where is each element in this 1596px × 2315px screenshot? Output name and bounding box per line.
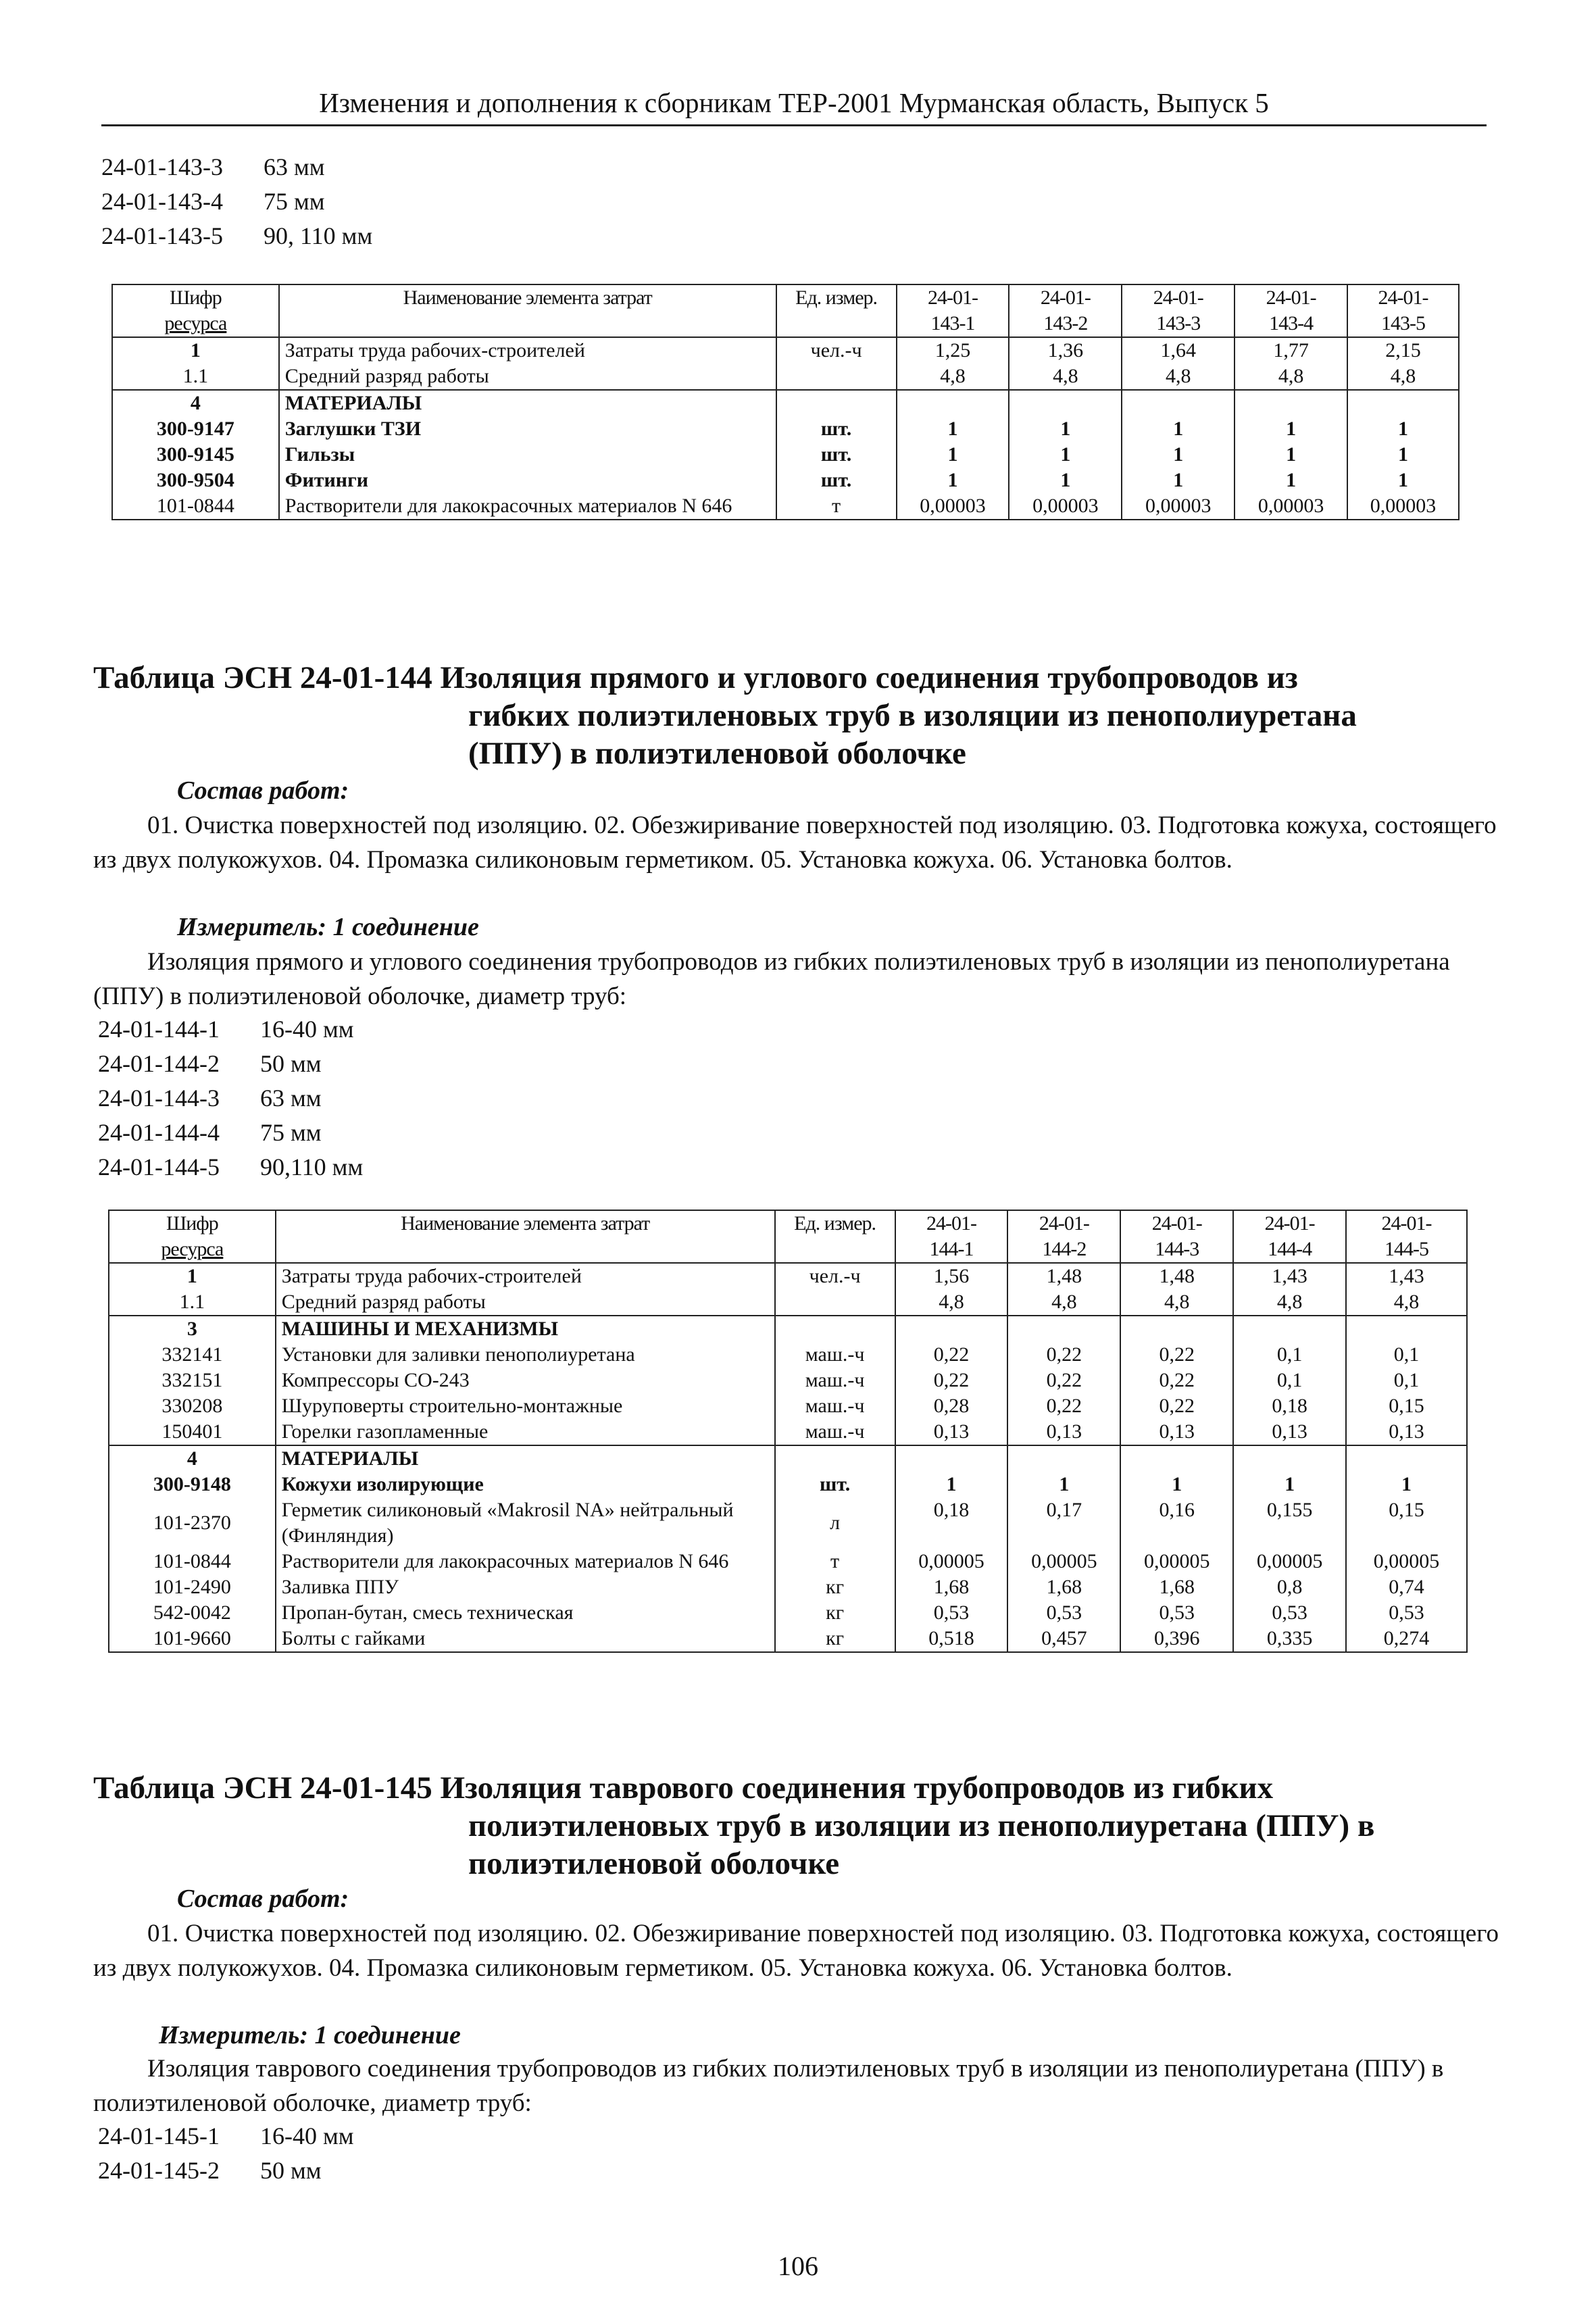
header-code-line: ресурса bbox=[164, 312, 227, 334]
table-row bbox=[112, 364, 1459, 390]
resource-name: Пропан-бутан, смесь техническая bbox=[276, 1600, 775, 1626]
norm-value: 1,36 bbox=[1009, 337, 1122, 364]
resource-name: Установки для заливки пенополиуретана bbox=[276, 1342, 775, 1368]
sostav-label-145: Состав работ: bbox=[177, 1885, 349, 1913]
norm-value: 0,53 bbox=[1233, 1600, 1346, 1626]
diameter-value: 63 мм bbox=[264, 153, 325, 180]
norm-value: 1 bbox=[1233, 1472, 1346, 1497]
header-column-line: 24-01- bbox=[927, 287, 978, 309]
norm-value bbox=[897, 390, 1009, 416]
diameter-value: 50 мм bbox=[260, 2157, 322, 2184]
code-row bbox=[98, 1047, 363, 1081]
norm-value: 1 bbox=[1122, 468, 1235, 493]
norm-value: 1 bbox=[1007, 1472, 1120, 1497]
header-column-line: 24-01- bbox=[1039, 1212, 1089, 1235]
norm-value: 0,13 bbox=[1007, 1419, 1120, 1445]
table-row bbox=[109, 1316, 1467, 1342]
norm-value bbox=[1009, 390, 1122, 416]
resource-unit bbox=[775, 1289, 895, 1316]
norm-value bbox=[1122, 390, 1235, 416]
header-column bbox=[1233, 1210, 1346, 1263]
norm-value: 0,00005 bbox=[1346, 1549, 1467, 1574]
norm-value: 1,77 bbox=[1235, 337, 1347, 364]
norm-value bbox=[1346, 1445, 1467, 1472]
header-column bbox=[897, 284, 1009, 337]
resource-code: 300-9147 bbox=[112, 416, 279, 442]
norm-value: 1,48 bbox=[1120, 1263, 1233, 1289]
resource-code: 300-9504 bbox=[112, 468, 279, 493]
norm-value: 0,22 bbox=[895, 1342, 1008, 1368]
resource-unit: маш.-ч bbox=[775, 1342, 895, 1368]
norm-value: 1 bbox=[1122, 416, 1235, 442]
norm-value: 1 bbox=[1235, 468, 1347, 493]
header-code-line: Шифр bbox=[166, 1212, 218, 1235]
resource-unit bbox=[776, 364, 897, 390]
norm-value: 0,8 bbox=[1233, 1574, 1346, 1600]
resource-name: Фитинги bbox=[279, 468, 776, 493]
norm-value: 2,15 bbox=[1347, 337, 1459, 364]
code-value: 24-01-145-1 bbox=[98, 2122, 220, 2149]
norm-value: 4,8 bbox=[895, 1289, 1008, 1316]
norm-value: 0,53 bbox=[1007, 1600, 1120, 1626]
diameter-value: 63 мм bbox=[260, 1085, 322, 1112]
norm-value: 0,53 bbox=[895, 1600, 1008, 1626]
norm-value: 0,00005 bbox=[1007, 1549, 1120, 1574]
header-column-line: 24-01- bbox=[1151, 1212, 1202, 1235]
resource-unit: кг bbox=[775, 1574, 895, 1600]
header-column-line: 24-01- bbox=[1040, 287, 1091, 309]
norm-value: 1 bbox=[1009, 468, 1122, 493]
norm-value: 1 bbox=[1347, 416, 1459, 442]
table-144 bbox=[108, 1210, 1468, 1653]
norm-value: 1 bbox=[895, 1472, 1008, 1497]
norm-value: 0,1 bbox=[1346, 1368, 1467, 1393]
code-row bbox=[98, 2154, 354, 2188]
norm-value: 0,00003 bbox=[1009, 493, 1122, 520]
header-row bbox=[109, 1210, 1467, 1263]
resource-unit: маш.-ч bbox=[775, 1393, 895, 1419]
resource-name: Болты с гайками bbox=[276, 1626, 775, 1652]
norm-value: 0,13 bbox=[1346, 1419, 1467, 1445]
header-column-line: 24-01- bbox=[1153, 287, 1203, 309]
page-header: Изменения и дополнения к сборникам ТЕР-2001 Мурманская область, Выпуск 5 bbox=[101, 86, 1487, 126]
norm-value: 0,22 bbox=[1007, 1342, 1120, 1368]
diameter-value: 90, 110 мм bbox=[264, 222, 373, 249]
norm-value: 1,48 bbox=[1007, 1263, 1120, 1289]
diameter-value: 16-40 мм bbox=[260, 1016, 354, 1043]
header-column-line: 24-01- bbox=[926, 1212, 976, 1235]
code-row bbox=[98, 1116, 363, 1150]
resource-code: 300-9148 bbox=[109, 1472, 276, 1497]
norm-value: 0,274 bbox=[1346, 1626, 1467, 1652]
table-row bbox=[109, 1419, 1467, 1445]
code-value: 24-01-144-1 bbox=[98, 1016, 220, 1043]
resource-code: 332141 bbox=[109, 1342, 276, 1368]
resource-name: МАТЕРИАЛЫ bbox=[276, 1445, 775, 1472]
code-row bbox=[98, 1150, 363, 1185]
resource-name: Компрессоры СО-243 bbox=[276, 1368, 775, 1393]
norm-value: 1 bbox=[1120, 1472, 1233, 1497]
norm-value: 0,00003 bbox=[1122, 493, 1235, 520]
resource-code: 101-2490 bbox=[109, 1574, 276, 1600]
norm-value: 4,8 bbox=[1346, 1289, 1467, 1316]
norm-value: 1 bbox=[1346, 1472, 1467, 1497]
diameter-value: 50 мм bbox=[260, 1050, 322, 1077]
norm-value: 1,68 bbox=[1007, 1574, 1120, 1600]
resource-unit: кг bbox=[775, 1600, 895, 1626]
table-row bbox=[109, 1289, 1467, 1316]
norm-value bbox=[1233, 1445, 1346, 1472]
table-row bbox=[109, 1600, 1467, 1626]
desc-145: Изоляция таврового соединения трубопроводов из гибких полиэтиленовых труб в изоляции из пенополиуретана (ППУ) в полиэтиленовой оболочке, диаметр труб: bbox=[93, 2055, 1444, 2117]
header-code-line: Шифр bbox=[169, 287, 222, 309]
resource-name: Герметик силиконовый «Makrosil NA» нейтральный (Финляндия) bbox=[276, 1497, 775, 1549]
norm-value bbox=[1235, 390, 1347, 416]
table-row bbox=[109, 1342, 1467, 1368]
norm-value: 4,8 bbox=[1233, 1289, 1346, 1316]
resource-name: МАТЕРИАЛЫ bbox=[279, 390, 776, 416]
resource-name: Кожухи изолирующие bbox=[276, 1472, 775, 1497]
header-column bbox=[1009, 284, 1122, 337]
table-row bbox=[109, 1472, 1467, 1497]
resource-unit: т bbox=[776, 493, 897, 520]
norm-value: 1 bbox=[1235, 416, 1347, 442]
norm-value: 1,43 bbox=[1346, 1263, 1467, 1289]
diameter-value: 75 мм bbox=[264, 188, 325, 215]
norm-value: 0,00003 bbox=[897, 493, 1009, 520]
norm-value: 0,74 bbox=[1346, 1574, 1467, 1600]
resource-name: МАШИНЫ И МЕХАНИЗМЫ bbox=[276, 1316, 775, 1342]
resource-unit: шт. bbox=[775, 1472, 895, 1497]
norm-value: 0,15 bbox=[1346, 1497, 1467, 1549]
norm-value: 0,22 bbox=[1007, 1368, 1120, 1393]
header-column-line: 24-01- bbox=[1378, 287, 1428, 309]
code-row bbox=[98, 1012, 363, 1047]
norm-value: 1 bbox=[1347, 468, 1459, 493]
norm-value: 0,00003 bbox=[1235, 493, 1347, 520]
norm-value: 1 bbox=[1347, 442, 1459, 468]
resource-name: Заглушки ТЗИ bbox=[279, 416, 776, 442]
header-column bbox=[1346, 1210, 1467, 1263]
resource-name: Гильзы bbox=[279, 442, 776, 468]
norm-value: 4,8 bbox=[1235, 364, 1347, 390]
norm-value: 0,22 bbox=[1120, 1393, 1233, 1419]
code-list-144 bbox=[98, 1012, 363, 1185]
header-column bbox=[1120, 1210, 1233, 1263]
header-name: Наименование элемента затрат bbox=[276, 1210, 775, 1263]
norm-value: 1 bbox=[897, 442, 1009, 468]
header-column bbox=[1007, 1210, 1120, 1263]
norm-value: 0,155 bbox=[1233, 1497, 1346, 1549]
norm-value: 4,8 bbox=[897, 364, 1009, 390]
header-column-line: 144-4 bbox=[1268, 1238, 1312, 1260]
resource-unit: маш.-ч bbox=[775, 1419, 895, 1445]
header-row bbox=[112, 284, 1459, 337]
norm-value: 1,64 bbox=[1122, 337, 1235, 364]
norm-value: 1,56 bbox=[895, 1263, 1008, 1289]
norm-value bbox=[1007, 1445, 1120, 1472]
norm-value: 0,22 bbox=[1120, 1342, 1233, 1368]
table-row bbox=[112, 468, 1459, 493]
resource-name: Средний разряд работы bbox=[276, 1289, 775, 1316]
table-row bbox=[109, 1497, 1467, 1549]
norm-value: 4,8 bbox=[1347, 364, 1459, 390]
header-column-line: 144-2 bbox=[1042, 1238, 1087, 1260]
norm-value: 0,335 bbox=[1233, 1626, 1346, 1652]
norm-value: 0,13 bbox=[895, 1419, 1008, 1445]
header-column-line: 144-5 bbox=[1385, 1238, 1429, 1260]
header-code-line: ресурса bbox=[161, 1238, 224, 1260]
norm-value: 4,8 bbox=[1009, 364, 1122, 390]
page-number: 106 bbox=[778, 2251, 818, 2281]
header-column bbox=[1122, 284, 1235, 337]
norm-value bbox=[1007, 1316, 1120, 1342]
resource-name: Растворители для лакокрасочных материалов N 646 bbox=[279, 493, 776, 520]
norm-value: 0,00005 bbox=[895, 1549, 1008, 1574]
sostav-label-144: Состав работ: bbox=[177, 776, 349, 805]
norm-value bbox=[1346, 1316, 1467, 1342]
header-column-line: 143-5 bbox=[1381, 312, 1426, 334]
sostav-text-145: 01. Очистка поверхностей под изоляцию. 02. Обезжиривание поверхностей под изоляцию. 03. Подготовка кожуха, состоящего из двух полукожухов. 04. Промазка силиконовым герметиком. 05. Установка кожуха. 06. Установка болтов. bbox=[93, 1920, 1499, 1982]
resource-code: 4 bbox=[112, 390, 279, 416]
norm-value: 0,1 bbox=[1233, 1342, 1346, 1368]
norm-value: 1,25 bbox=[897, 337, 1009, 364]
header-column bbox=[1235, 284, 1347, 337]
code-value: 24-01-145-2 bbox=[98, 2157, 220, 2184]
diameter-value: 75 мм bbox=[260, 1119, 322, 1146]
norm-value: 0,00003 bbox=[1347, 493, 1459, 520]
norm-value: 1,68 bbox=[1120, 1574, 1233, 1600]
norm-value: 0,13 bbox=[1120, 1419, 1233, 1445]
table-row bbox=[109, 1263, 1467, 1289]
code-value: 24-01-143-5 bbox=[101, 222, 223, 249]
norm-value: 1,43 bbox=[1233, 1263, 1346, 1289]
norm-value: 1 bbox=[1122, 442, 1235, 468]
resource-unit: шт. bbox=[776, 416, 897, 442]
header-column-line: 143-2 bbox=[1043, 312, 1088, 334]
resource-code: 101-9660 bbox=[109, 1626, 276, 1652]
resource-name: Средний разряд работы bbox=[279, 364, 776, 390]
code-row bbox=[101, 219, 372, 253]
header-column-line: 24-01- bbox=[1264, 1212, 1315, 1235]
resource-name: Шуруповерты строительно-монтажные bbox=[276, 1393, 775, 1419]
norm-value: 0,53 bbox=[1346, 1600, 1467, 1626]
norm-value bbox=[1347, 390, 1459, 416]
norm-value: 0,22 bbox=[1120, 1368, 1233, 1393]
resource-unit: л bbox=[775, 1497, 895, 1549]
table-row bbox=[109, 1445, 1467, 1472]
table-row bbox=[112, 493, 1459, 520]
resource-name: Затраты труда рабочих-строителей bbox=[279, 337, 776, 364]
norm-value: 0,17 bbox=[1007, 1497, 1120, 1549]
resource-unit: кг bbox=[775, 1626, 895, 1652]
header-column-line: 143-1 bbox=[930, 312, 975, 334]
header-column-line: 144-1 bbox=[929, 1238, 974, 1260]
header-column-line: 144-3 bbox=[1155, 1238, 1199, 1260]
norm-value bbox=[895, 1445, 1008, 1472]
header-unit: Ед. измер. bbox=[775, 1210, 895, 1263]
norm-value: 1 bbox=[897, 468, 1009, 493]
resource-code: 1 bbox=[112, 337, 279, 364]
resource-code: 332151 bbox=[109, 1368, 276, 1393]
norm-value: 0,00005 bbox=[1233, 1549, 1346, 1574]
table-row bbox=[109, 1368, 1467, 1393]
sostav-text-144: 01. Очистка поверхностей под изоляцию. 02. Обезжиривание поверхностей под изоляцию. 03. Подготовка кожуха, состоящего из двух полукожухов. 04. Промазка силиконовым герметиком. 05. Установка кожуха. 06. Установка болтов. bbox=[93, 812, 1497, 874]
resource-code: 1.1 bbox=[109, 1289, 276, 1316]
code-value: 24-01-143-4 bbox=[101, 188, 223, 215]
code-row bbox=[101, 150, 372, 184]
table-row bbox=[112, 337, 1459, 364]
desc-144: Изоляция прямого и углового соединения трубопроводов из гибких полиэтиленовых труб в изоляции из пенополиуретана (ППУ) в полиэтиленовой оболочке, диаметр труб: bbox=[93, 948, 1450, 1010]
title-144: Таблица ЭСН 24-01-144 Изоляция прямого и углового соединения трубопроводов из гибких полиэтиленовых труб в изоляции из пенополиуретана (ППУ) в полиэтиленовой оболочке bbox=[93, 660, 1357, 771]
table-143 bbox=[111, 284, 1460, 520]
norm-value bbox=[895, 1316, 1008, 1342]
table-row bbox=[112, 442, 1459, 468]
izmer-label-144: Измеритель: 1 соединение bbox=[177, 913, 479, 941]
header-name: Наименование элемента затрат bbox=[279, 284, 776, 337]
norm-value: 4,8 bbox=[1120, 1289, 1233, 1316]
resource-name: Затраты труда рабочих-строителей bbox=[276, 1263, 775, 1289]
table-row bbox=[112, 390, 1459, 416]
resource-code: 101-0844 bbox=[109, 1549, 276, 1574]
resource-code: 3 bbox=[109, 1316, 276, 1342]
norm-value: 0,457 bbox=[1007, 1626, 1120, 1652]
norm-value: 0,53 bbox=[1120, 1600, 1233, 1626]
izmer-label-145: Измеритель: 1 соединение bbox=[159, 2021, 461, 2049]
norm-value: 4,8 bbox=[1007, 1289, 1120, 1316]
resource-code: 542-0042 bbox=[109, 1600, 276, 1626]
resource-unit bbox=[775, 1445, 895, 1472]
norm-value: 0,18 bbox=[895, 1497, 1008, 1549]
resource-unit: шт. bbox=[776, 442, 897, 468]
norm-value bbox=[1120, 1445, 1233, 1472]
norm-value: 0,00005 bbox=[1120, 1549, 1233, 1574]
code-value: 24-01-144-3 bbox=[98, 1085, 220, 1112]
code-list-145 bbox=[98, 2119, 354, 2188]
header-column-line: 143-4 bbox=[1269, 312, 1314, 334]
code-row bbox=[101, 184, 372, 219]
code-row bbox=[98, 2119, 354, 2154]
norm-value: 1 bbox=[1009, 442, 1122, 468]
table-row bbox=[109, 1393, 1467, 1419]
resource-code: 101-0844 bbox=[112, 493, 279, 520]
header-code bbox=[112, 284, 279, 337]
norm-value: 0,28 bbox=[895, 1393, 1008, 1419]
code-value: 24-01-144-4 bbox=[98, 1119, 220, 1146]
norm-value: 1 bbox=[1235, 442, 1347, 468]
code-value: 24-01-144-2 bbox=[98, 1050, 220, 1077]
norm-value: 0,15 bbox=[1346, 1393, 1467, 1419]
resource-unit bbox=[776, 390, 897, 416]
norm-value bbox=[1233, 1316, 1346, 1342]
header-column-line: 24-01- bbox=[1266, 287, 1316, 309]
code-row bbox=[98, 1081, 363, 1116]
resource-code: 300-9145 bbox=[112, 442, 279, 468]
norm-value: 0,396 bbox=[1120, 1626, 1233, 1652]
resource-code: 330208 bbox=[109, 1393, 276, 1419]
resource-code: 4 bbox=[109, 1445, 276, 1472]
resource-unit: т bbox=[775, 1549, 895, 1574]
norm-value: 1 bbox=[1009, 416, 1122, 442]
norm-value: 0,13 bbox=[1233, 1419, 1346, 1445]
top-code-list bbox=[101, 150, 372, 253]
code-value: 24-01-143-3 bbox=[101, 153, 223, 180]
norm-value: 0,1 bbox=[1233, 1368, 1346, 1393]
resource-code: 1 bbox=[109, 1263, 276, 1289]
header-column bbox=[1347, 284, 1459, 337]
resource-code: 150401 bbox=[109, 1419, 276, 1445]
norm-value: 0,1 bbox=[1346, 1342, 1467, 1368]
norm-value: 1,68 bbox=[895, 1574, 1008, 1600]
norm-value: 0,16 bbox=[1120, 1497, 1233, 1549]
norm-value: 0,518 bbox=[895, 1626, 1008, 1652]
norm-value: 0,18 bbox=[1233, 1393, 1346, 1419]
code-value: 24-01-144-5 bbox=[98, 1153, 220, 1180]
norm-value: 0,22 bbox=[895, 1368, 1008, 1393]
resource-unit: чел.-ч bbox=[775, 1263, 895, 1289]
table-row bbox=[109, 1549, 1467, 1574]
title-145: Таблица ЭСН 24-01-145 Изоляция таврового соединения трубопроводов из гибких полиэтиленовых труб в изоляции из пенополиуретана (ППУ) в полиэтиленовой оболочке bbox=[93, 1770, 1375, 1881]
resource-code: 1.1 bbox=[112, 364, 279, 390]
resource-code: 101-2370 bbox=[109, 1497, 276, 1549]
header-column-line: 24-01- bbox=[1381, 1212, 1432, 1235]
table-row bbox=[112, 416, 1459, 442]
norm-value bbox=[1120, 1316, 1233, 1342]
resource-unit bbox=[775, 1316, 895, 1342]
header-column bbox=[895, 1210, 1008, 1263]
norm-value: 0,22 bbox=[1007, 1393, 1120, 1419]
resource-unit: шт. bbox=[776, 468, 897, 493]
norm-value: 4,8 bbox=[1122, 364, 1235, 390]
table-row bbox=[109, 1626, 1467, 1652]
norm-value: 1 bbox=[897, 416, 1009, 442]
header-code bbox=[109, 1210, 276, 1263]
header-column-line: 143-3 bbox=[1156, 312, 1201, 334]
resource-unit: чел.-ч bbox=[776, 337, 897, 364]
diameter-value: 90,110 мм bbox=[260, 1153, 364, 1180]
resource-name: Горелки газопламенные bbox=[276, 1419, 775, 1445]
diameter-value: 16-40 мм bbox=[260, 2122, 354, 2149]
resource-name: Растворители для лакокрасочных материалов N 646 bbox=[276, 1549, 775, 1574]
resource-name: Заливка ППУ bbox=[276, 1574, 775, 1600]
header-unit: Ед. измер. bbox=[776, 284, 897, 337]
resource-unit: маш.-ч bbox=[775, 1368, 895, 1393]
table-row bbox=[109, 1574, 1467, 1600]
